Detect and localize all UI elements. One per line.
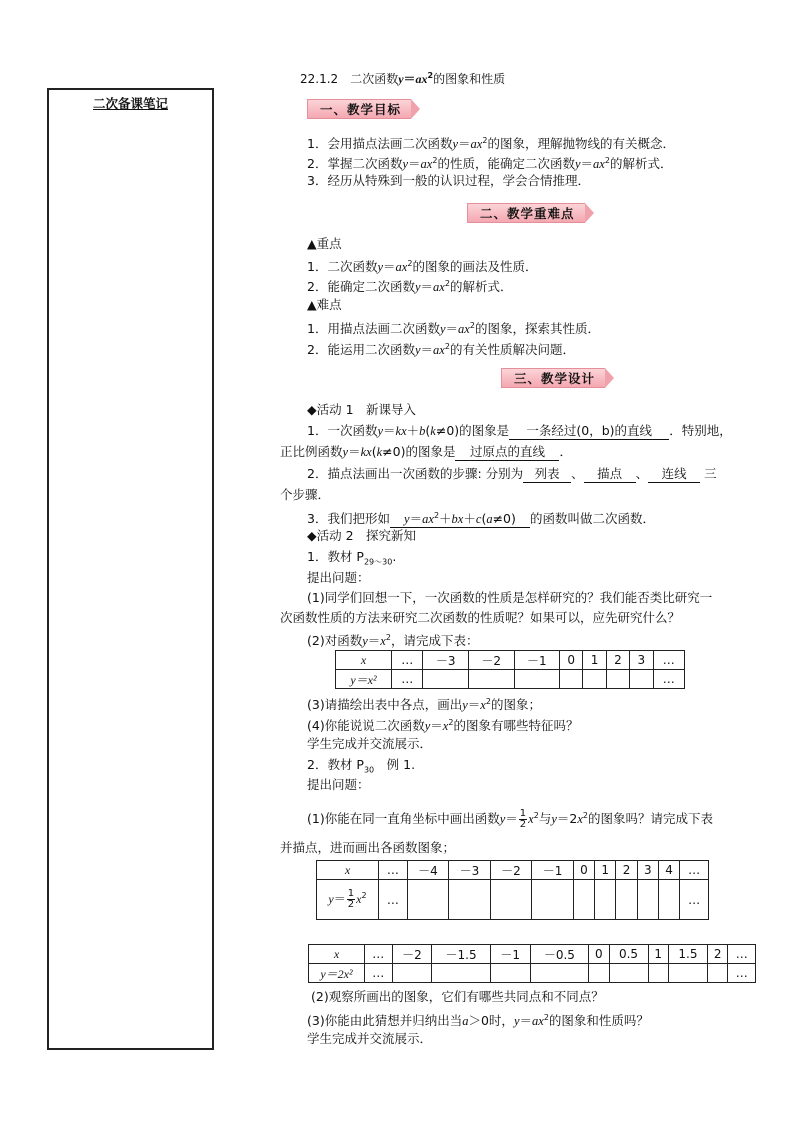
activity-2-title: ◆活动 2 探究新知 xyxy=(307,528,417,543)
problem-3: (3)你能由此猜想并归纳出当a＞0时，$y=ax^2$的图象和性质吗？ xyxy=(307,1013,649,1029)
heading-teaching-goals: 一、教学目标 xyxy=(307,99,420,119)
answer-blank-3: 列表 xyxy=(523,466,571,483)
question-4: (4)你能说说二次函数$y=x^2$的图象有哪些特征吗？ xyxy=(307,718,579,734)
textbook-ref-1: 1．教材 $P_{29\sim 30}$. xyxy=(307,549,397,567)
difficult-label: ▲难点 xyxy=(307,297,342,312)
activity-1-line-5: 3．我们把形如 $y=ax^2+bx+c(a\ne 0)$ 的函数叫做二次函数． xyxy=(307,508,655,528)
table-y-x2 xyxy=(335,650,685,689)
heading-key-difficult: 二、教学重难点 xyxy=(467,203,594,223)
table-row: y＝2x² … … xyxy=(309,964,756,983)
activity-1-line-2: 正比例函数y＝kx(k≠0)的图象是 过原点的直线 ． xyxy=(280,444,572,459)
problem-1: (1)你能在同一直角坐标中画出函数y＝ $\frac{1}{2}$ $x^2$与$y=2x^2$的图象吗？请完成下表 xyxy=(307,808,714,831)
student-show-1: 学生完成并交流展示． xyxy=(307,736,433,751)
activity-1-line-3: 2．描点法画出一次函数的步骤: 分别为 列表 、 描点 、 连线 三 xyxy=(307,466,717,481)
difficult-item-2: 2．能运用二次函数$y=ax^2$的有关性质解决问题． xyxy=(307,342,575,358)
question-1a: (1)同学们回想一下，一次函数的性质是怎样研究的？我们能否类比研究一 xyxy=(307,590,713,605)
key-item-2: 2．能确定二次函数$y=ax^2$的解析式． xyxy=(307,279,513,295)
key-item-1: 1．二次函数$y=ax^2$的图象的画法及性质． xyxy=(307,259,538,275)
notes-box xyxy=(47,88,214,1050)
student-show-2: 学生完成并交流展示． xyxy=(307,1031,433,1046)
answer-blank-6: $y=ax^2+bx+c(a\ne 0)$ xyxy=(390,508,530,528)
problem-2: (2)观察所画出的图象，它们有哪些共同点和不同点？ xyxy=(311,989,604,1004)
goal-2: 2．掌握二次函数$y=ax^2$的性质，能确定二次函数$y=ax^2$的解析式． xyxy=(307,156,673,172)
table-row: x … －3 －2 －1 0 1 2 3 … xyxy=(336,651,685,670)
row-label-half-x2: y＝ $\frac{1}{2}$ $x^2$ xyxy=(317,880,379,920)
ask-label-2: 提出问题： xyxy=(307,777,370,792)
answer-blank-4: 描点 xyxy=(584,466,636,483)
goal-1: 1．会用描点法画二次函数$y=ax^2$的图象，理解抛物线的有关概念． xyxy=(307,136,675,152)
notes-title: 二次备课笔记 xyxy=(92,96,168,111)
activity-1-line-1: 1．一次函数y＝kx＋b(k≠0)的图象是 一条经过(0，b)的直线 ．特别地， xyxy=(307,423,732,438)
activity-1-title: ◆活动 1 新课导入 xyxy=(307,402,417,417)
section-title: 22.1.2 二次函数$y=ax^2$的图象和性质 xyxy=(300,71,506,86)
table-row: y＝x² … … xyxy=(336,670,685,689)
activity-1-line-4: 个步骤． xyxy=(280,487,331,502)
textbook-ref-2: 2．教材 $P_{30}$ 例 1. xyxy=(307,757,416,775)
difficult-item-1: 1．用描点法画二次函数$y=ax^2$的图象，探索其性质． xyxy=(307,321,600,337)
table-y-half-x2 xyxy=(316,860,709,920)
section-code: 22.1.2 xyxy=(300,72,339,86)
table-row: x … －4 －3 －2 －1 0 1 2 3 4 … xyxy=(317,861,709,880)
heading-teaching-design: 三、教学设计 xyxy=(501,368,614,388)
goal-3: 3．经历从特殊到一般的认识过程，学会合情推理． xyxy=(307,173,590,188)
table-row: y＝ $\frac{1}{2}$ $x^2$ … … xyxy=(317,880,709,920)
question-1b: 次函数性质的方法来研究二次函数的性质呢？如果可以，应先研究什么？ xyxy=(280,610,681,625)
answer-blank-5: 连线 xyxy=(648,466,700,483)
key-label: ▲重点 xyxy=(307,236,342,251)
table-y-2x2 xyxy=(308,944,756,983)
question-3: (3)请描绘出表中各点，画出$y=x^2$的图象； xyxy=(307,697,541,713)
table-row: x … －2 －1.5 －1 －0.5 0 0.5 1 1.5 2 … xyxy=(309,945,756,964)
question-2: (2)对函数$y=x^2$，请完成下表： xyxy=(307,633,479,649)
fraction-one-half: $\frac{1}{2}$ xyxy=(519,808,527,831)
answer-blank-2: 过原点的直线 xyxy=(455,444,559,461)
ask-label-1: 提出问题： xyxy=(307,570,370,585)
answer-blank-1: 一条经过(0，b)的直线 xyxy=(509,423,669,440)
problem-1b: 并描点，进而画出各函数图象； xyxy=(280,840,456,855)
